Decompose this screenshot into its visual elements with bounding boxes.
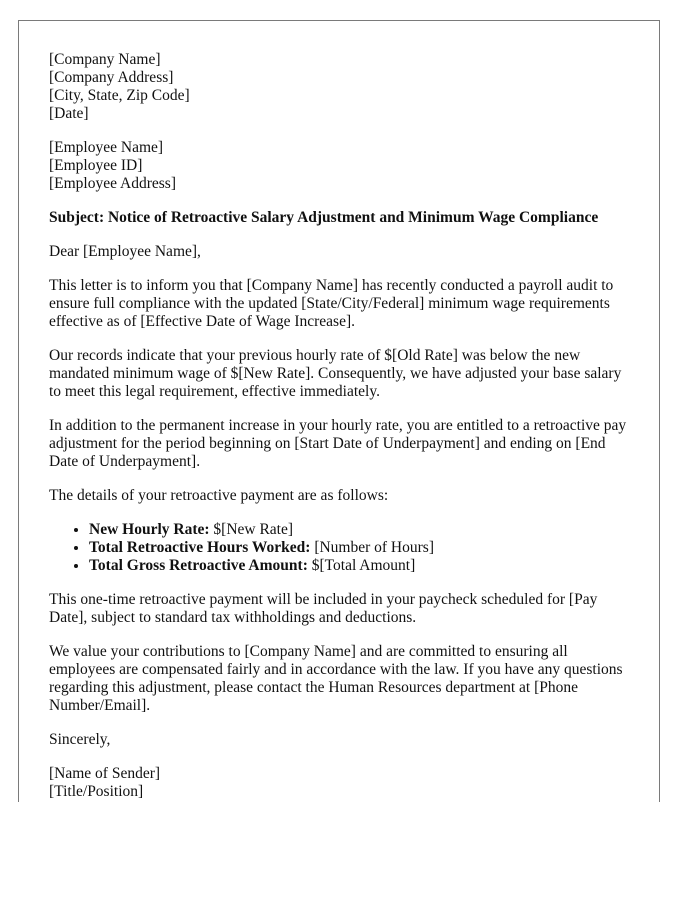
list-item-gross-amount bbox=[89, 557, 629, 575]
letter-date: [Date] bbox=[49, 105, 89, 122]
sender-company-name: [Company Name] bbox=[49, 51, 161, 68]
detail-label: Total Retroactive Hours Worked: bbox=[89, 539, 311, 556]
paragraph-records: Our records indicate that your previous hourly rate of $[Old Rate] was below the new mandated minimum wage of $[New Rate]. Consequently, we have adjusted your base salary to meet this legal requirement, effective immediately. bbox=[49, 347, 622, 400]
signoff: Sincerely, bbox=[49, 731, 111, 748]
paragraph-payment-schedule: This one-time retroactive payment will be included in your paycheck scheduled for [Pay Date], subject to standard tax withholdings and deductions. bbox=[49, 591, 598, 626]
sender-company-address: [Company Address] bbox=[49, 69, 174, 86]
paragraph-intro: This letter is to inform you that [Company Name] has recently conducted a payroll audit to ensure full compliance with the updated [State/City/Federal] minimum wage requirements effective as of [Effective Date of Wage Increase]. bbox=[49, 277, 614, 330]
payment-details-list bbox=[49, 521, 629, 575]
recipient-address: [Employee Address] bbox=[49, 175, 176, 192]
detail-label: Total Gross Retroactive Amount: bbox=[89, 557, 308, 574]
detail-value: [Number of Hours] bbox=[310, 539, 434, 556]
recipient-block bbox=[49, 139, 629, 193]
sender-city-state-zip: [City, State, Zip Code] bbox=[49, 87, 190, 104]
subject-line: Subject: Notice of Retroactive Salary Adjustment and Minimum Wage Compliance bbox=[49, 209, 599, 226]
paragraph-details-intro: The details of your retroactive payment are as follows: bbox=[49, 487, 389, 504]
recipient-id: [Employee ID] bbox=[49, 157, 143, 174]
list-item-new-hourly-rate bbox=[89, 521, 629, 539]
paragraph-contact: We value your contributions to [Company Name] and are committed to ensuring all employees are compensated fairly and in accordance with the law. If you have any questions regarding this adjustment, please contact the Human Resources department at [Phone Number/Email]. bbox=[49, 643, 623, 714]
signature-title: [Title/Position] bbox=[49, 783, 144, 800]
signature-name: [Name of Sender] bbox=[49, 765, 161, 782]
salutation: Dear [Employee Name], bbox=[49, 243, 201, 260]
detail-value: $[New Rate] bbox=[209, 521, 294, 538]
paragraph-retroactive: In addition to the permanent increase in your hourly rate, you are entitled to a retroactive pay adjustment for the period beginning on [Start Date of Underpayment] and ending on [End Date of Underpayment]. bbox=[49, 417, 627, 470]
signature-block bbox=[49, 765, 629, 801]
sender-block bbox=[49, 51, 629, 123]
list-item-retro-hours bbox=[89, 539, 629, 557]
recipient-name: [Employee Name] bbox=[49, 139, 164, 156]
detail-value: $[Total Amount] bbox=[307, 557, 416, 574]
letter-page bbox=[18, 20, 660, 802]
detail-label: New Hourly Rate: bbox=[89, 521, 210, 538]
